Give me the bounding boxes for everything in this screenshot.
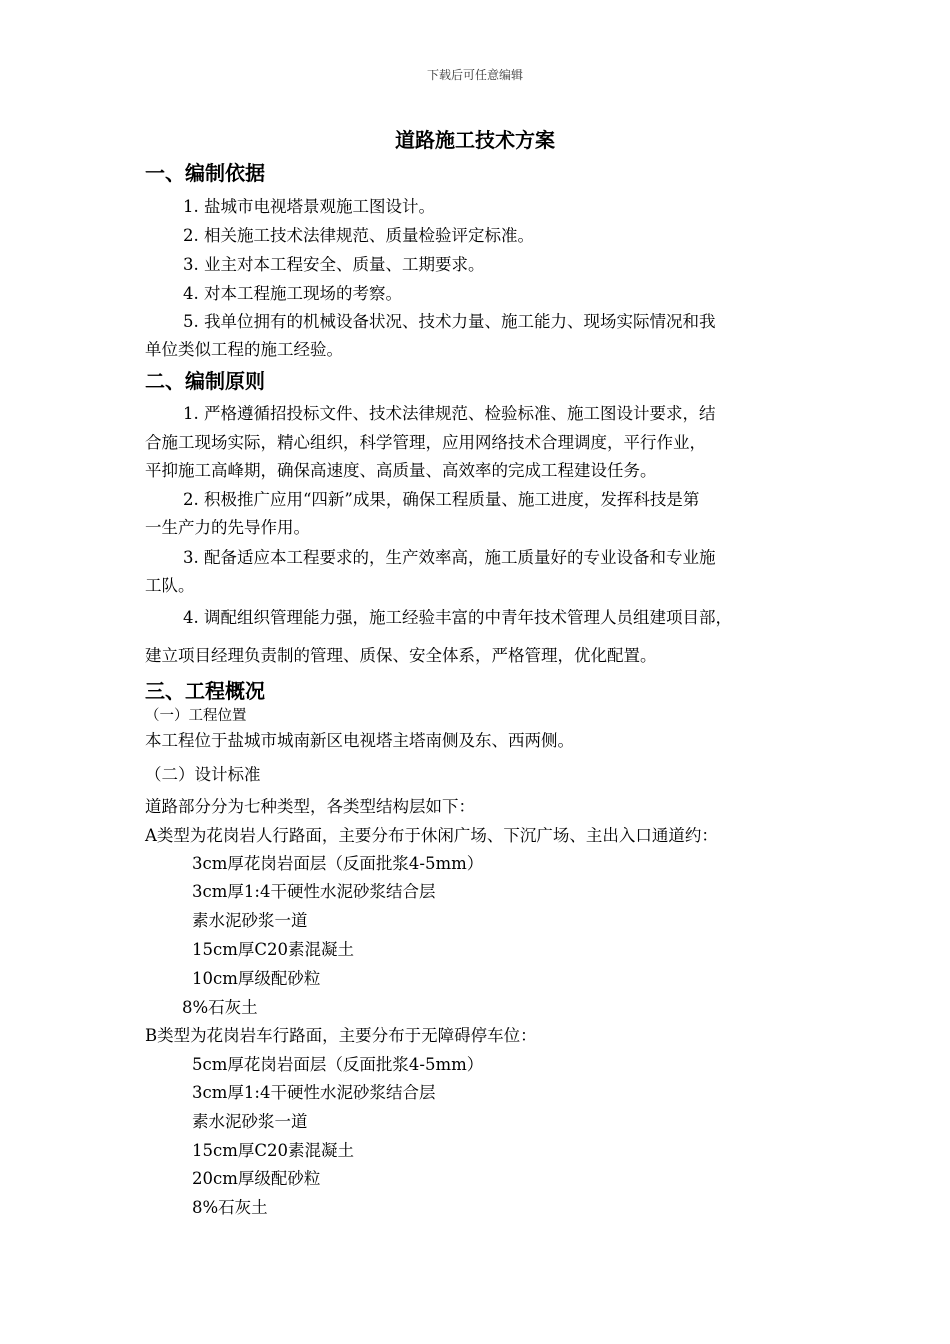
- paragraph-line: 4. 调配组织管理能力强，施工经验丰富的中青年技术管理人员组建项目部，: [183, 608, 732, 627]
- paragraph-line: 1. 严格遵循招投标文件、技术法律规范、检验标准、施工图设计要求，结: [183, 404, 716, 423]
- list-item: 15cm厚C20素混凝土: [192, 1141, 355, 1160]
- paragraph-line: 单位类似工程的施工经验。: [145, 340, 343, 359]
- list-item: 3cm厚1:4干硬性水泥砂浆结合层: [192, 1083, 436, 1102]
- section-heading-2: 二、编制原则: [145, 369, 265, 393]
- subsection-heading: （二）设计标准: [145, 765, 261, 784]
- paragraph-line: 3. 业主对本工程安全、质量、工期要求。: [183, 255, 485, 274]
- list-item: 8%石灰土: [182, 998, 258, 1017]
- paragraph-line: 建立项目经理负责制的管理、质保、安全体系，严格管理，优化配置。: [145, 646, 657, 665]
- paragraph-line: 4. 对本工程施工现场的考察。: [183, 284, 402, 303]
- paragraph-line: 2. 相关施工技术法律规范、质量检验评定标准。: [183, 226, 534, 245]
- list-item: 10cm厚级配砂粒: [192, 969, 321, 988]
- paragraph-line: 1. 盐城市电视塔景观施工图设计。: [183, 197, 435, 216]
- paragraph-line: 平抑施工高峰期，确保高速度、高质量、高效率的完成工程建设任务。: [145, 461, 657, 480]
- list-item: 3cm厚花岗岩面层（反面批浆4-5mm）: [192, 854, 484, 873]
- paragraph-line: 工队。: [145, 576, 195, 595]
- list-item: 5cm厚花岗岩面层（反面批浆4-5mm）: [192, 1055, 484, 1074]
- paragraph-line: 合施工现场实际，精心组织，科学管理，应用网络技术合理调度，平行作业，: [145, 433, 706, 452]
- subsection-heading: （一）工程位置: [145, 708, 247, 724]
- page-header: 下载后可任意编辑: [426, 68, 523, 82]
- paragraph-line: 道路部分分为七种类型，各类型结构层如下：: [145, 797, 475, 816]
- paragraph-line: B类型为花岗岩车行路面，主要分布于无障碍停车位：: [145, 1026, 537, 1045]
- section-heading-3: 三、工程概况: [145, 679, 265, 703]
- paragraph-line: 本工程位于盐城市城南新区电视塔主塔南侧及东、西两侧。: [145, 731, 574, 750]
- document-title: 道路施工技术方案: [395, 128, 555, 152]
- paragraph-line: A类型为花岗岩人行路面，主要分布于休闲广场、下沉广场、主出入口通道约：: [145, 826, 718, 845]
- section-heading-1: 一、编制依据: [145, 161, 265, 185]
- paragraph-line: 一生产力的先导作用。: [145, 518, 310, 537]
- list-item: 20cm厚级配砂粒: [192, 1169, 321, 1188]
- paragraph-line: 2. 积极推广应用“四新”成果，确保工程质量、施工进度，发挥科技是第: [183, 490, 700, 509]
- list-item: 8%石灰土: [192, 1198, 268, 1217]
- list-item: 15cm厚C20素混凝土: [192, 940, 355, 959]
- list-item: 素水泥砂浆一道: [192, 911, 308, 930]
- list-item: 素水泥砂浆一道: [192, 1112, 308, 1131]
- paragraph-line: 3. 配备适应本工程要求的，生产效率高，施工质量好的专业设备和专业施: [183, 548, 716, 567]
- paragraph-line: 5. 我单位拥有的机械设备状况、技术力量、施工能力、现场实际情况和我: [183, 312, 716, 331]
- list-item: 3cm厚1:4干硬性水泥砂浆结合层: [192, 882, 436, 901]
